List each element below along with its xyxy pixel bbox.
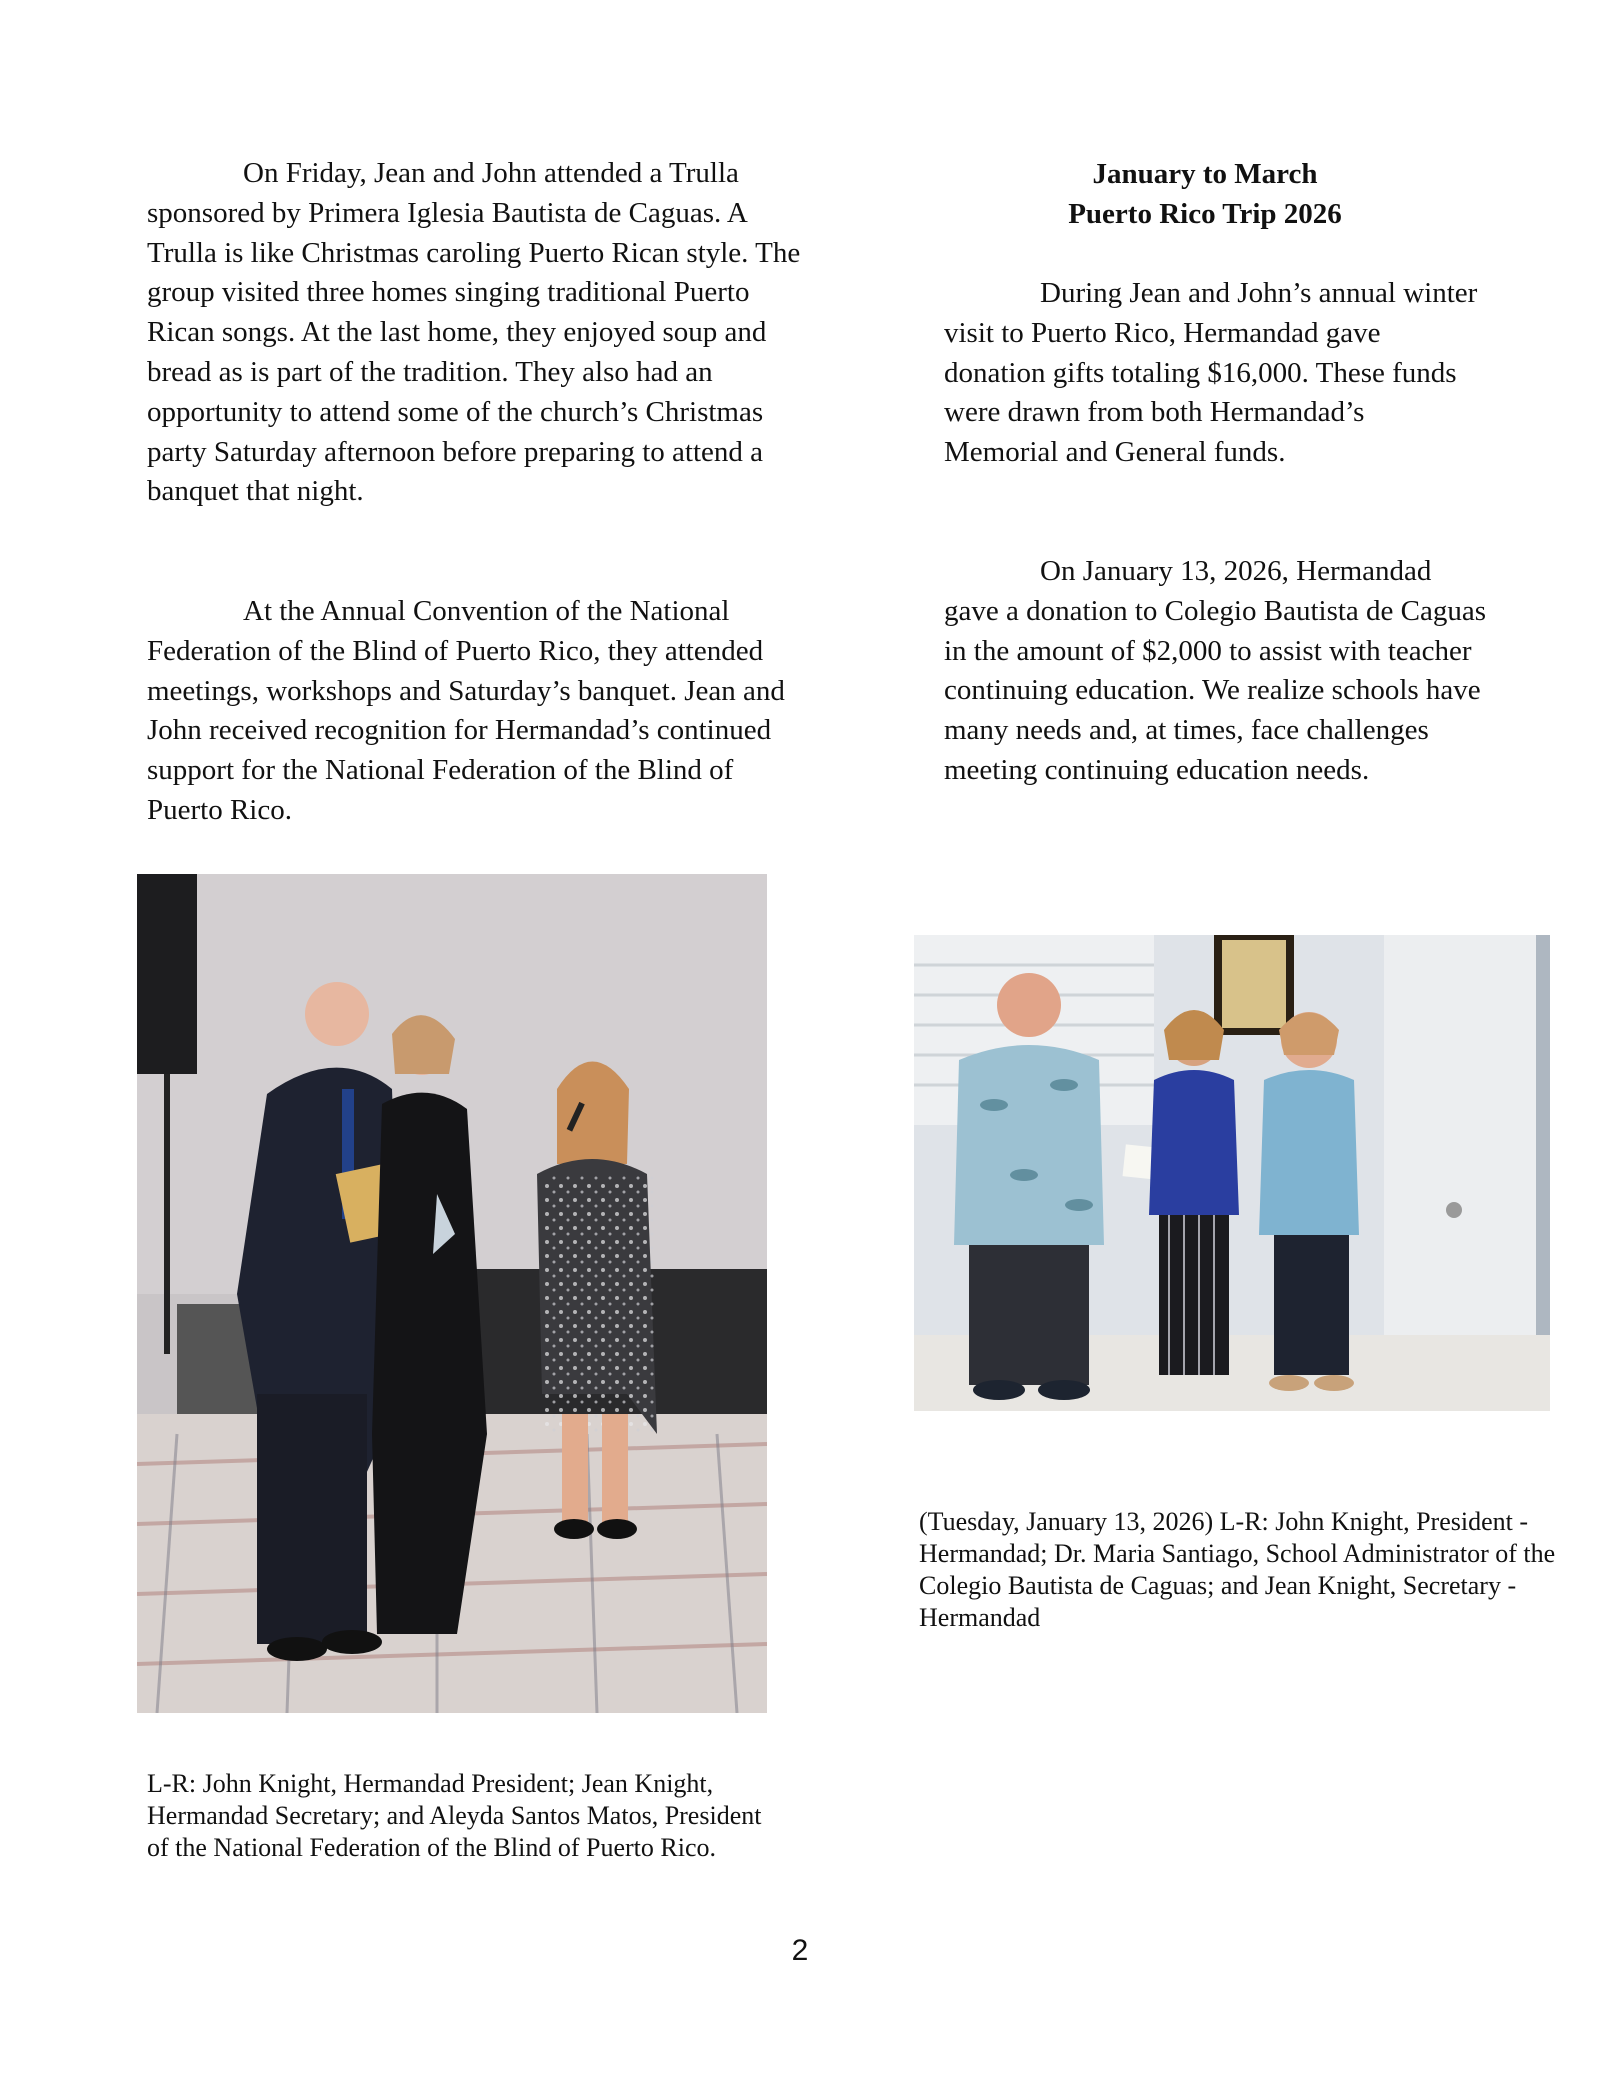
colegio-photo-caption: (Tuesday, January 13, 2026) L-R: John Knight, President - Hermandad; Dr. Maria Santiago, School Administrator of the Colegio Bautista de Caguas; and Jean Knight, Secretary - Hermandad: [919, 1507, 1556, 1632]
convention-photo-caption: L-R: John Knight, Hermandad President; Jean Knight, Hermandad Secretary; and Aleyda Santos Matos, President of the National Federation of the Blind of Puerto Rico.: [147, 1769, 762, 1862]
trulla-paragraph: On Friday, Jean and John attended a Trulla sponsored by Primera Iglesia Bautista de Caguas. A Trulla is like Christmas caroling Puerto Rican style. The group visited three homes singing traditional Puerto Rican songs. At the last home, they enjoyed soup and bread as is part of the tradition. They also had an opportunity to attend some of the church’s Christmas party Saturday afternoon before preparing to attend a banquet that night.: [147, 157, 801, 508]
heading-line-1: January to March: [1092, 158, 1318, 190]
colegio-check-photo: [914, 935, 1550, 1411]
convention-award-photo: [137, 874, 767, 1713]
heading-line-2: Puerto Rico Trip 2026: [1068, 198, 1342, 230]
page-number: 2: [791, 1934, 809, 1967]
section-heading: [940, 154, 1470, 234]
colegio-donation-paragraph: On January 13, 2026, Hermandad gave a donation to Colegio Bautista de Caguas in the amount of $2,000 to assist with teacher continuing education. We realize schools have many needs and, at times, face challenges meeting continuing education needs.: [944, 555, 1487, 786]
donation-summary-paragraph: During Jean and John’s annual winter visit to Puerto Rico, Hermandad gave donation gifts totaling $16,000. These funds were drawn from both Hermandad’s Memorial and General funds.: [944, 277, 1478, 469]
convention-paragraph: At the Annual Convention of the National Federation of the Blind of Puerto Rico, they attended meetings, workshops and Saturday’s banquet. Jean and John received recognition for Hermandad’s continued support for the National Federation of the Blind of Puerto Rico.: [147, 595, 785, 826]
